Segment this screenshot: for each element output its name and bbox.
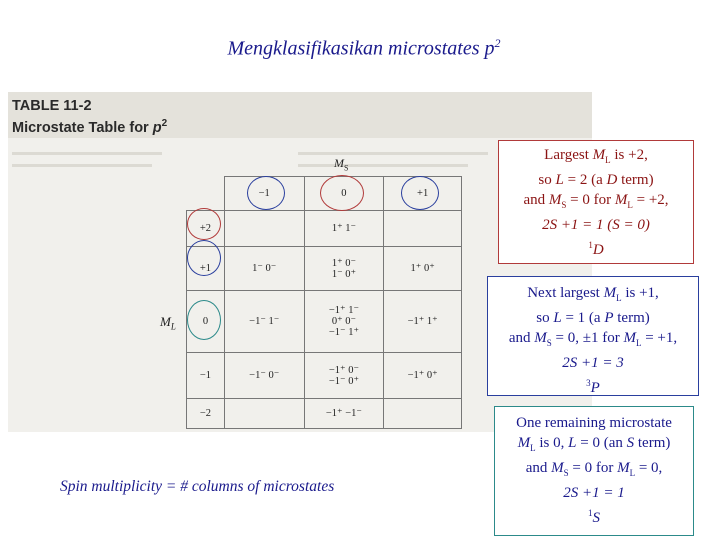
s-term-line-1: One remaining microstate — [516, 415, 672, 431]
p-term-symbol: $^3$P — [586, 378, 600, 396]
microstate-cell: 1⁻ 0⁻ — [224, 247, 304, 291]
ml-axis-label: $M_L$ — [160, 314, 176, 332]
spin-multiplicity-note: Spin multiplicity = # columns of microstates — [60, 478, 335, 495]
faded-text-line — [298, 152, 488, 155]
slide-title-text: Mengklasifikasikan microstates p — [227, 37, 495, 60]
ms-header-cell: +1 — [384, 177, 462, 211]
microstate-cell: −1⁺ 1⁻ 0⁺ 0⁻ −1⁻ 1⁺ — [304, 291, 384, 353]
microstate-table — [186, 176, 462, 429]
p-term-line-3: and $M_S = 0$, ±1 for $M_L = +1$, — [508, 330, 678, 348]
s-term-line-2: $M_L$ is 0, L = 0 (an S term) — [517, 435, 671, 453]
s-term-multiplicity: 2S +1 = 1 — [563, 485, 625, 501]
d-term-line-2: so L = 2 (a D term) — [538, 172, 654, 188]
table-title — [12, 98, 167, 137]
ms-plus1-highlight-circle — [401, 176, 439, 210]
s-term-box — [494, 406, 694, 536]
microstate-cell — [224, 211, 304, 247]
ms-header-cell: −1 — [224, 177, 304, 211]
ms-zero-highlight-circle — [320, 175, 364, 211]
s-term-line-3: and $M_S = 0$ for $M_L = 0$, — [525, 460, 663, 478]
slide-title-superscript: 2 — [494, 36, 501, 50]
s-term-symbol: $^1$S — [588, 508, 600, 526]
microstate-cell — [384, 399, 462, 429]
ms-minus1-highlight-circle — [247, 176, 285, 210]
microstate-cell: −1⁻ 1⁻ — [224, 291, 304, 353]
ml-value-cell: 0 — [187, 291, 225, 353]
p-term-box — [487, 276, 699, 396]
microstate-cell — [224, 399, 304, 429]
d-term-line-1: Largest $M_L$ is +2, — [544, 147, 648, 165]
d-term-box — [498, 140, 694, 264]
microstate-cell: −1⁺ 1⁺ — [384, 291, 462, 353]
microstate-cell: −1⁺ −1⁻ — [304, 399, 384, 429]
ml-plus1-highlight-circle — [187, 240, 221, 276]
d-term-line-3: and $M_S = 0$ for $M_L = +2$, — [523, 192, 669, 210]
ms-header-cell: 0 — [304, 177, 384, 211]
microstate-cell: −1⁺ 0⁻ −1⁻ 0⁺ — [304, 353, 384, 399]
microstate-cell: 1⁺ 1⁻ — [304, 211, 384, 247]
ml-value-cell: −1 — [187, 353, 225, 399]
p-term-line-2: so L = 1 (a P term) — [536, 310, 650, 326]
faded-text-line — [298, 164, 468, 167]
ml-value-cell: +2 — [187, 211, 225, 247]
slide-title — [0, 36, 728, 61]
ml-plus2-highlight-circle — [187, 208, 221, 240]
ml-zero-highlight-circle — [187, 300, 221, 340]
ml-value-cell: −2 — [187, 399, 225, 429]
microstate-cell: −1⁻ 0⁻ — [224, 353, 304, 399]
table-label: TABLE 11-2 — [12, 98, 92, 114]
p-term-line-1: Next largest $M_L$ is +1, — [527, 285, 659, 303]
d-term-multiplicity: 2S +1 = 1 (S = 0) — [542, 217, 650, 233]
microstate-cell: 1⁺ 0⁺ — [384, 247, 462, 291]
ml-value-cell: +1 — [187, 247, 225, 291]
faded-text-line — [12, 164, 152, 167]
d-term-symbol: $^1$D — [588, 240, 604, 258]
microstate-cell: −1⁺ 0⁺ — [384, 353, 462, 399]
microstate-cell: 1⁺ 0⁻ 1⁻ 0⁺ — [304, 247, 384, 291]
table-caption: Microstate Table for $p^2$ — [12, 118, 168, 136]
microstate-cell — [384, 211, 462, 247]
p-term-multiplicity: 2S +1 = 3 — [562, 355, 624, 371]
faded-text-line — [12, 152, 162, 155]
ms-axis-label: $M_S$ — [334, 156, 349, 173]
